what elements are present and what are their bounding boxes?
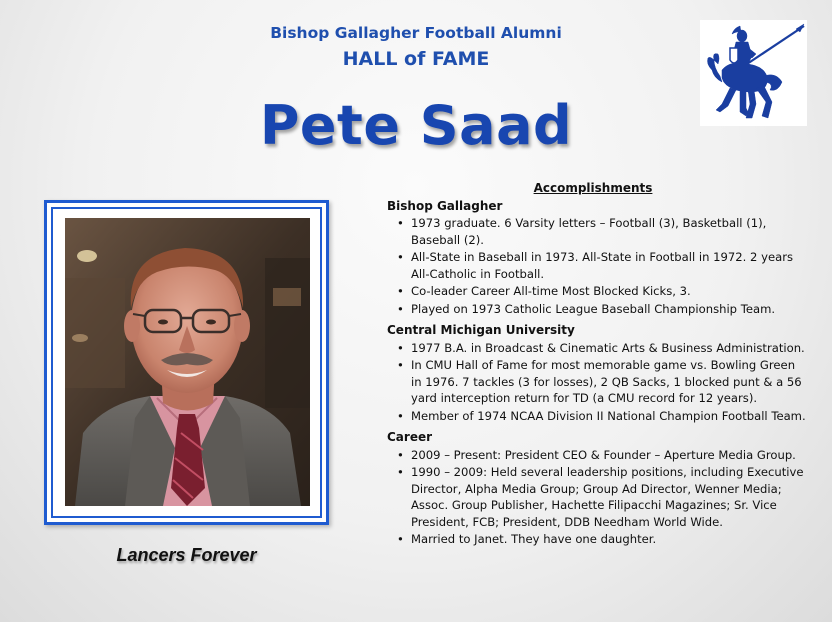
bullet-list [387, 447, 807, 548]
bullet-list [387, 340, 807, 425]
section-bishop-gallagher [387, 198, 807, 318]
section-heading: Bishop Gallagher [387, 198, 503, 213]
header-hall-of-fame: HALL of FAME [342, 48, 490, 70]
list-item: • Married to Janet. They have one daughter. [411, 531, 807, 548]
list-item: • 2009 – Present: President CEO & Founder – Aperture Media Group. [411, 447, 807, 464]
section-career [387, 429, 807, 548]
list-item: • 1977 B.A. in Broadcast & Cinematic Arts & Business Administration. [411, 340, 807, 357]
accomplishments-heading: Accomplishments [533, 181, 653, 195]
list-item: • Co-leader Career All-time Most Blocked Kicks, 3. [411, 283, 807, 300]
list-item: • 1990 – 2009: Held several leadership positions, including Executive Director, Alpha Media Group; Group Ad Director, Wenner Media; Assoc. Group Publisher, Hachette Filipacchi Magazines; Sr. Vice President, FCB; President, DDB Needham World Wide. [411, 464, 807, 530]
knight-on-horse-icon [700, 20, 807, 126]
list-item: • All-State in Baseball in 1973. All-State in Football in 1972. 2 years All-Catholic in Football. [411, 249, 807, 282]
tagline: Lancers Forever [116, 545, 257, 565]
section-heading: Career [387, 430, 433, 444]
list-item: • Played on 1973 Catholic League Baseball Championship Team. [411, 301, 807, 318]
section-heading: Central Michigan University [387, 323, 575, 337]
section-central-michigan [387, 322, 807, 424]
inductee-name: Pete Saad [259, 94, 573, 157]
bullet-list [387, 215, 807, 317]
list-item: • Member of 1974 NCAA Division II National Champion Football Team. [411, 408, 807, 425]
lancer-logo [700, 20, 807, 126]
portrait-illustration [65, 218, 310, 506]
accomplishments-panel [387, 180, 807, 553]
portrait-photo [65, 218, 310, 506]
list-item: • In CMU Hall of Fame for most memorable game vs. Bowling Green in 1976. 7 tackles (3 for losses), 2 QB Sacks, 1 blocked punt & a 56 yard interception return for TD (a CMU record for 12 years). [411, 357, 807, 407]
header-org-title: Bishop Gallagher Football Alumni [270, 24, 562, 42]
list-item: • 1973 graduate. 6 Varsity letters – Football (3), Basketball (1), Baseball (2). [411, 215, 807, 248]
